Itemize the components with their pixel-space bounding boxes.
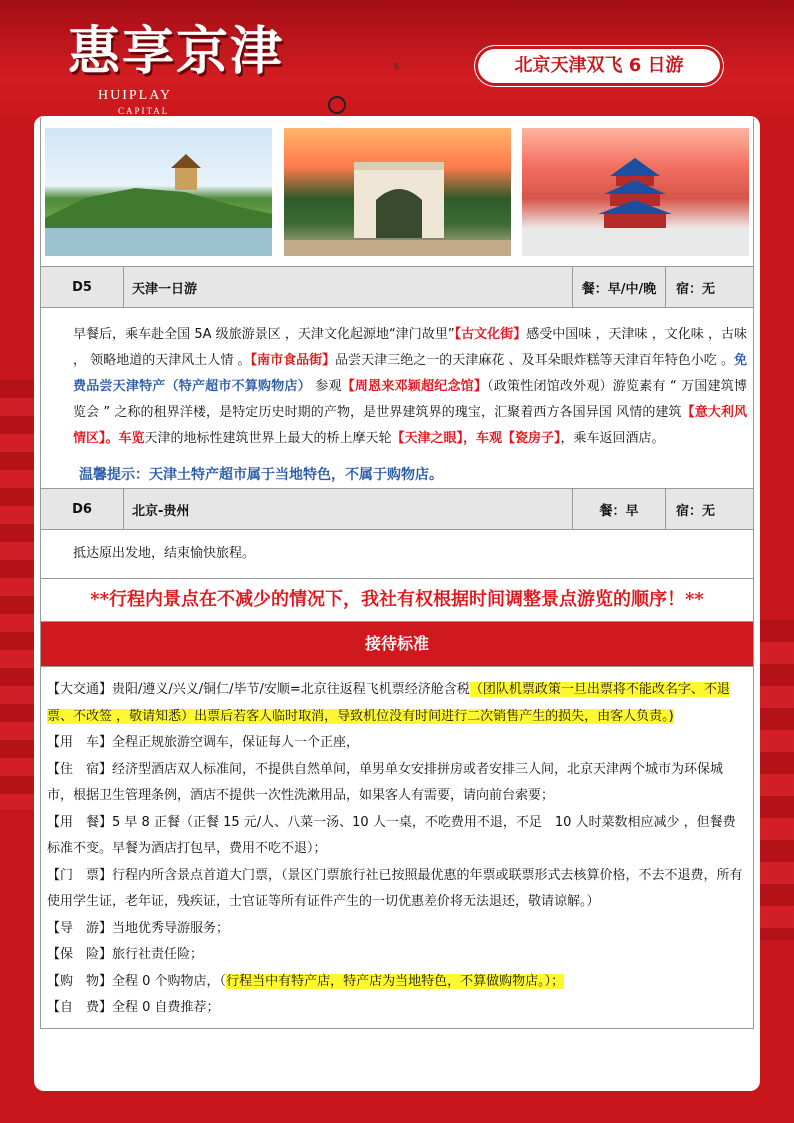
day-code: D5 <box>41 267 124 307</box>
day-stay: 宿：无 <box>676 503 716 519</box>
standard-item <box>47 916 747 943</box>
standard-text: 当地优秀导游服务； <box>112 920 230 936</box>
standard-item <box>47 969 747 996</box>
logo-en-line2: CAPITAL <box>118 106 170 116</box>
paragraph-text: 参观 <box>310 379 342 394</box>
day-title: 北京-贵州 <box>124 489 573 529</box>
highlighted-note: （团队机票政策一旦出票将不能改名字、不退票、不改签 ，敬请知悉）出票后若客人临时取消，导致机位没有时间进行二次销售产生的损失，由客人负责。) <box>47 682 730 724</box>
day-header-d5 <box>40 267 754 308</box>
day-description-d5 <box>40 308 754 460</box>
paragraph-text: 天津的地标性建筑世界上最大的桥上摩天轮 <box>144 431 392 446</box>
standard-text: 全程 0 个购物店，（ <box>112 973 227 989</box>
right-decoration <box>756 620 794 940</box>
photo-strip <box>40 118 754 267</box>
warm-tip: 温馨提示：天津土特产超市属于当地特色，不属于购物店。 <box>40 460 754 488</box>
d5-paragraph <box>47 322 747 452</box>
schedule-notice: **行程内景点在不减少的情况下，我社有权根据时间调整景点游览的顺序！** <box>40 578 754 622</box>
standard-item <box>47 730 747 757</box>
standard-label: 【购 物】 <box>47 973 113 989</box>
standard-item <box>47 942 747 969</box>
standard-label: 【保 险】 <box>47 947 113 962</box>
logo-text: 惠享京津 <box>68 21 285 82</box>
highlight-text: 【南市食品街】 <box>250 353 336 368</box>
university-gate-photo <box>284 128 511 256</box>
logo-en-line1: HUIPLAY <box>98 88 173 103</box>
highlight-text: 【天津之眼】，车观【瓷房子】 <box>391 431 561 446</box>
paragraph-text: 品尝天津三绝之一的天津麻花 、及耳朵眼炸糕等天津百年特色小吃 。 <box>335 353 734 368</box>
itinerary-content <box>40 118 754 1029</box>
standard-text: 全程正规旅游空调车，保证每人一个正座， <box>112 735 360 750</box>
paragraph-text: （政策性闭馆改外观）游览素有 “ 万国建筑博览会 ” 之称的租界洋楼，是特定历史时期的产物，是世界建筑界的瑰宝，汇聚着西方各国异国 风情的建筑 <box>73 379 747 420</box>
standard-label: 【大交通】 <box>47 682 113 697</box>
temple-of-heaven-photo <box>522 128 749 256</box>
page-number: 5 <box>394 62 400 72</box>
standard-text: 贵阳/遵义/兴义/铜仁/毕节/安顺=北京往返程飞机票经济舱含税 <box>112 682 470 697</box>
day-description-d6: 抵达原出发地，结束愉快旅程。 <box>40 530 754 578</box>
day-header-d6 <box>40 488 754 530</box>
standard-item <box>47 810 747 863</box>
summer-palace-photo <box>45 128 272 256</box>
standard-label: 【用 车】 <box>47 735 113 750</box>
standard-item <box>47 757 747 810</box>
standard-label: 【导 游】 <box>47 920 113 936</box>
day-code: D6 <box>41 489 124 529</box>
highlight-text: 免费品尝天津特产（特产超市不算购物店） <box>73 353 747 394</box>
paragraph-text: ，乘车返回酒店。 <box>560 431 665 446</box>
standard-label: 【门 票】 <box>47 867 113 883</box>
standard-text: 旅行社责任险； <box>112 947 204 962</box>
standard-text: 全程 0 自费推荐； <box>112 1000 220 1015</box>
standard-text: 经济型酒店双人标准间，不提供自然单间，单男单女安排拼房或者安排三人间，北京天津两个城市为环保城市，根据卫生管理条例，酒店不提供一次性洗漱用品，如果客人有需要，请向前台索要； <box>47 761 724 803</box>
standard-item <box>47 677 747 730</box>
paragraph-text: 早餐后，乘车赴全国 5A 级旅游景区 ，天津文化起源地“津门故里” <box>73 327 455 342</box>
paragraph-text: 感受中国味 ，天津味 ，文化味 ，古味 ， 领略地道的天津风土人情 。 <box>73 327 747 368</box>
day-stay: 宿：无 <box>676 281 716 297</box>
day-title: 天津一日游 <box>124 267 573 307</box>
day-meals: 餐：早/中/晚 <box>573 267 666 307</box>
highlight-text: 【意大利风情区】。车览 <box>73 405 747 446</box>
brand-logo <box>68 21 285 116</box>
standard-label: 【用 餐】 <box>47 814 113 830</box>
standard-label: 【自 费】 <box>47 1000 113 1015</box>
standard-label: 【住 宿】 <box>47 761 113 777</box>
standard-text: 行程内所含景点首道大门票，（景区门票旅行社已按照最优惠的年票或联票形式去核算价格，不去不退费，所有使用学生证，老年证，残疾证，士官证等所有证件产生的一切优惠差价将无法退还，敬请谅解。） <box>47 867 743 909</box>
highlighted-note: 行程当中有特产店，特产店为当地特色，不算做购物店。）； <box>226 973 565 989</box>
standard-item <box>47 863 747 916</box>
standard-item <box>47 995 747 1022</box>
highlight-text: 【古文化街】 <box>454 327 527 342</box>
standards-list <box>40 667 754 1029</box>
logo-ring-icon <box>328 96 346 114</box>
route-badge: 北京天津双飞 6 日游 <box>478 49 720 83</box>
highlight-text: 【周恩来邓颖超纪念馆】 <box>341 379 488 394</box>
standards-title: 接待标准 <box>40 622 754 667</box>
day-meals: 餐：早 <box>573 489 666 529</box>
standard-text: 5 早 8 正餐（正餐 15 元/人、八菜一汤、10 人一桌，不吃费用不退，不足 10 人时菜数相应减少 ，但餐费标准不变。早餐为酒店打包早，费用不吃不退）； <box>47 814 736 856</box>
